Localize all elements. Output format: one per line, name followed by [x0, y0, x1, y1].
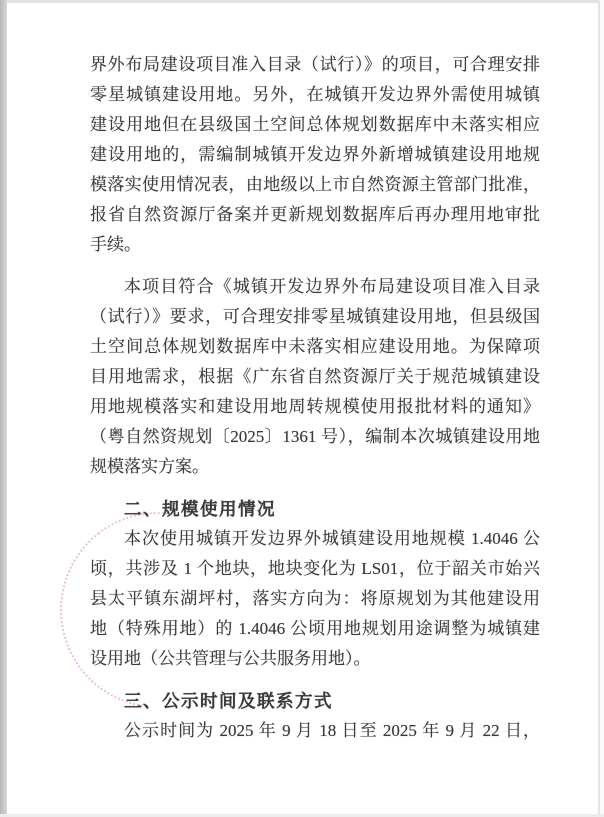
text-line: 目用地需求，根据《广东省自然资源厅关于规范城镇建设 [90, 367, 540, 386]
text-line: 土空间总体规划数据库中未落实相应建设用地。为保障项 [90, 337, 540, 356]
text-line: 模落实使用情况表，由地级以上市自然资源主管部门批准， [90, 175, 540, 194]
text-line: 界外布局建设项目准入目录（试行）》的项目，可合理安排 [90, 55, 540, 74]
paragraph [90, 716, 540, 746]
text-line: 建设用地但在县级国土空间总体规划数据库中未落实相应 [90, 115, 540, 134]
text-line: 本项目符合《城镇开发边界外布局建设项目准入目录 [124, 277, 540, 296]
scan-edge-left [0, 0, 7, 817]
text-line: 三、公示时间及联系方式 [124, 691, 333, 711]
text-line: 县太平镇东湖坪村，落实方向为：将原规划为其他建设用 [90, 589, 540, 608]
section-heading [90, 494, 540, 524]
text-line: 本次使用城镇开发边界外城镇建设用地规模 1.4046 公 [124, 529, 540, 548]
text-line: 顷，共涉及 1 个地块，地块变化为 LS01，位于韶关市始兴 [90, 559, 540, 578]
document-content [90, 50, 540, 746]
text-line: 手续。 [90, 235, 141, 254]
text-line: 设用地（公共管理与公共服务用地）。 [90, 649, 371, 668]
text-line: 用地规模落实和建设用地周转规模使用报批材料的通知》 [90, 397, 540, 416]
text-line: （试行）》要求，可合理安排零星城镇建设用地，但县级国 [90, 307, 540, 326]
scan-edge-right [600, 0, 604, 817]
text-line: 二、规模使用情况 [124, 499, 276, 519]
text-line: （粤自然资规划〔2025〕1361 号），编制本次城镇建设用地 [90, 427, 540, 446]
scan-edge-top [0, 0, 604, 3]
text-line: 地（特殊用地）的 1.4046 公顷用地规划用途调整为城镇建 [90, 619, 540, 638]
text-line: 规模落实方案。 [90, 457, 209, 476]
paragraph [90, 524, 540, 674]
text-line: 建设用地的，需编制城镇开发边界外新增城镇建设用地规 [90, 145, 540, 164]
paragraph [90, 50, 540, 260]
paragraph [90, 272, 540, 482]
section-heading [90, 686, 540, 716]
scan-edge-right-line [598, 0, 600, 817]
text-line: 公示时间为 2025 年 9 月 18 日至 2025 年 9 月 22 日， [124, 721, 540, 740]
text-line: 报省自然资源厅备案并更新规划数据库后再办理用地审批 [90, 205, 540, 224]
text-line: 零星城镇建设用地。另外，在城镇开发边界外需使用城镇 [90, 85, 540, 104]
